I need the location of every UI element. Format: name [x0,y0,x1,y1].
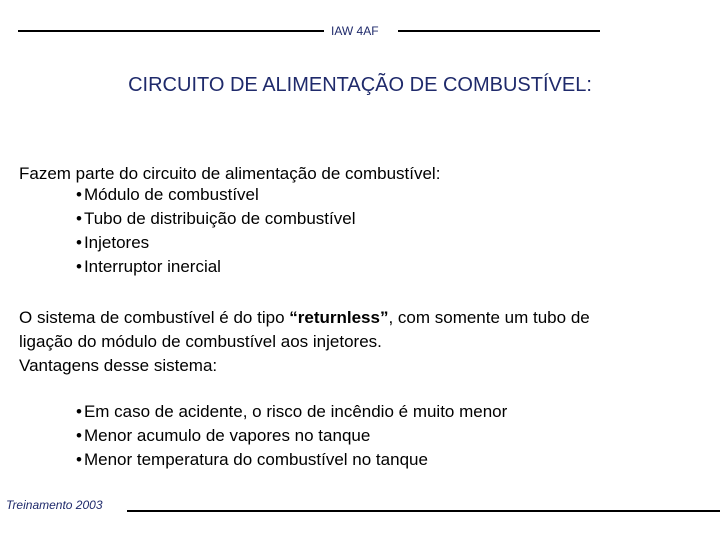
description-line-1 [19,306,590,330]
header-label: IAW 4AF [331,24,379,38]
advantage-item [76,448,507,472]
bullet-icon: • [76,402,82,421]
component-item [76,255,355,279]
header-rule-left [18,30,324,32]
component-label: Injetores [83,233,150,252]
advantage-item [76,400,507,424]
footer-label: Treinamento 2003 [6,498,103,512]
footer-rule [127,510,720,512]
advantage-label: Menor temperatura do combustível no tanque [83,450,428,469]
advantage-item [76,424,507,448]
returnless-emphasis: “returnless” [289,308,389,327]
intro-text: Fazem parte do circuito de alimentação de combustível: [19,164,441,183]
advantages-heading: Vantagens desse sistema: [19,356,218,375]
bullet-icon: • [76,257,82,276]
component-label: Interruptor inercial [83,257,221,276]
bullet-icon: • [76,450,82,469]
component-item [76,207,355,231]
component-item [76,231,355,255]
description-text: , com somente um tubo de [388,308,590,327]
system-description [19,306,590,378]
advantage-label: Em caso de acidente, o risco de incêndio é muito menor [83,402,508,421]
components-list [76,183,355,279]
component-label: Módulo de combustível [83,185,259,204]
description-text: O sistema de combustível é do tipo [19,308,290,327]
component-item [76,183,355,207]
slide-title: CIRCUITO DE ALIMENTAÇÃO DE COMBUSTÍVEL: [128,74,592,96]
header-rule-right [398,30,600,32]
bullet-icon: • [76,426,82,445]
bullet-icon: • [76,185,82,204]
description-line-2: ligação do módulo de combustível aos injetores. [19,332,382,351]
bullet-icon: • [76,233,82,252]
bullet-icon: • [76,209,82,228]
advantage-label: Menor acumulo de vapores no tanque [83,426,371,445]
advantages-list [76,400,507,472]
component-label: Tubo de distribuição de combustível [83,209,356,228]
